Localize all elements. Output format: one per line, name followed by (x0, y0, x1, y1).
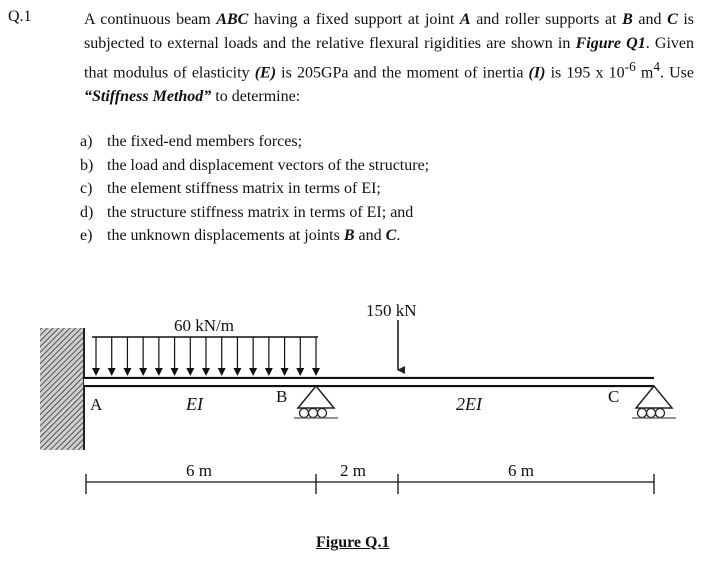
point-load (366, 301, 417, 370)
udl-arrows (92, 337, 320, 376)
roller-wheel (318, 409, 327, 418)
udl-label: 60 kN/m (174, 316, 234, 335)
statement-text: and roller supports at (470, 11, 623, 28)
statement-text: and (632, 11, 668, 28)
udl-arrow-head (265, 368, 273, 376)
statement-text: is 195 x 10 (545, 64, 625, 82)
joint-c-ref: C (385, 227, 397, 244)
statement-text: . Use (659, 64, 694, 82)
roller-wheel (656, 409, 665, 418)
list-item (80, 201, 429, 225)
statement-text: . Given that modulus of elasticity (84, 34, 695, 82)
udl-arrow-head (186, 368, 194, 376)
joint-c-ref: C (667, 11, 678, 28)
list-item (80, 130, 429, 154)
item-letter: a) (80, 133, 93, 150)
udl-arrow-head (139, 368, 147, 376)
member-ab-rigidity: EI (186, 394, 203, 414)
beam-body (84, 379, 654, 385)
fixed-support-a (40, 328, 84, 450)
statement-text: is subjected to external loads and the relative flexural rigidities are shown in (84, 11, 695, 52)
item-text: the structure stiffness matrix in terms of EI; and (107, 203, 414, 221)
item-text: and (354, 227, 386, 244)
roller-wheel (309, 409, 318, 418)
figure-ref: Figure Q1 (575, 34, 646, 52)
udl-arrow-head (233, 368, 241, 376)
figure-caption: Figure Q.1 (316, 534, 390, 551)
joint-a-ref: A (459, 11, 471, 28)
item-text: the fixed-end members forces; (107, 133, 303, 150)
roller-support-c (632, 386, 676, 418)
roller-triangle (636, 386, 672, 408)
roller-wheel (300, 409, 309, 418)
question-number: Q.1 (8, 8, 32, 25)
fixed-support-hatch (40, 328, 84, 450)
roller-wheel (647, 409, 656, 418)
item-letter: b) (80, 156, 94, 174)
udl-arrow-head (108, 368, 116, 376)
item-text: the unknown displacements at joints (107, 227, 344, 244)
joint-a-label: A (90, 395, 103, 414)
item-letter: e) (80, 227, 93, 244)
inertia-symbol: (I) (528, 64, 546, 82)
udl-arrow-head (171, 368, 179, 376)
method-name: “Stiffness Method” (84, 87, 212, 105)
udl-arrow-head (202, 368, 210, 376)
item-text: the element stiffness matrix in terms of EI; (107, 180, 381, 197)
list-item (80, 224, 429, 248)
point-load-label: 150 kN (366, 301, 417, 320)
udl-arrow-head (155, 368, 163, 376)
statement-text: m (635, 64, 654, 82)
udl-arrow-head (218, 368, 226, 376)
dimension-line (86, 461, 654, 494)
item-text: . (396, 227, 401, 244)
beam (84, 378, 654, 386)
joint-b-ref: B (622, 11, 633, 28)
member-bc-rigidity: 2EI (456, 394, 482, 414)
list-item (80, 177, 429, 201)
udl-arrow-head (312, 368, 320, 376)
list-item (80, 154, 429, 178)
statement-text: A continuous beam (84, 11, 217, 28)
dim-ab-label: 6 m (186, 461, 212, 480)
udl-arrow-head (281, 368, 289, 376)
udl-load (92, 316, 320, 376)
beam-name: ABC (216, 11, 249, 28)
statement-text: to determine: (211, 87, 301, 105)
statement-text: is 205GPa and the moment of inertia (276, 64, 529, 82)
item-letter: d) (80, 203, 94, 221)
joint-b-label: B (276, 387, 288, 406)
udl-arrow-head (249, 368, 257, 376)
question-statement (84, 8, 694, 108)
statement-text: having a fixed support at joint (248, 11, 460, 28)
joint-b-ref: B (343, 227, 355, 244)
exponent: -6 (624, 59, 636, 74)
roller-wheel (638, 409, 647, 418)
dim-load-label: 2 m (340, 461, 366, 480)
udl-arrow-head (296, 368, 304, 376)
udl-arrow-head (92, 368, 100, 376)
roller-support-b (294, 386, 338, 418)
modulus-symbol: (E) (254, 64, 277, 82)
exponent: 4 (653, 59, 660, 74)
item-letter: c) (80, 180, 93, 197)
roller-triangle (298, 386, 334, 408)
joint-c-label: C (608, 387, 620, 406)
beam-figure (0, 290, 718, 530)
udl-arrow-head (123, 368, 131, 376)
task-list (80, 130, 429, 248)
dim-rest-label: 6 m (508, 461, 534, 480)
item-text: the load and displacement vectors of the structure; (107, 156, 430, 174)
